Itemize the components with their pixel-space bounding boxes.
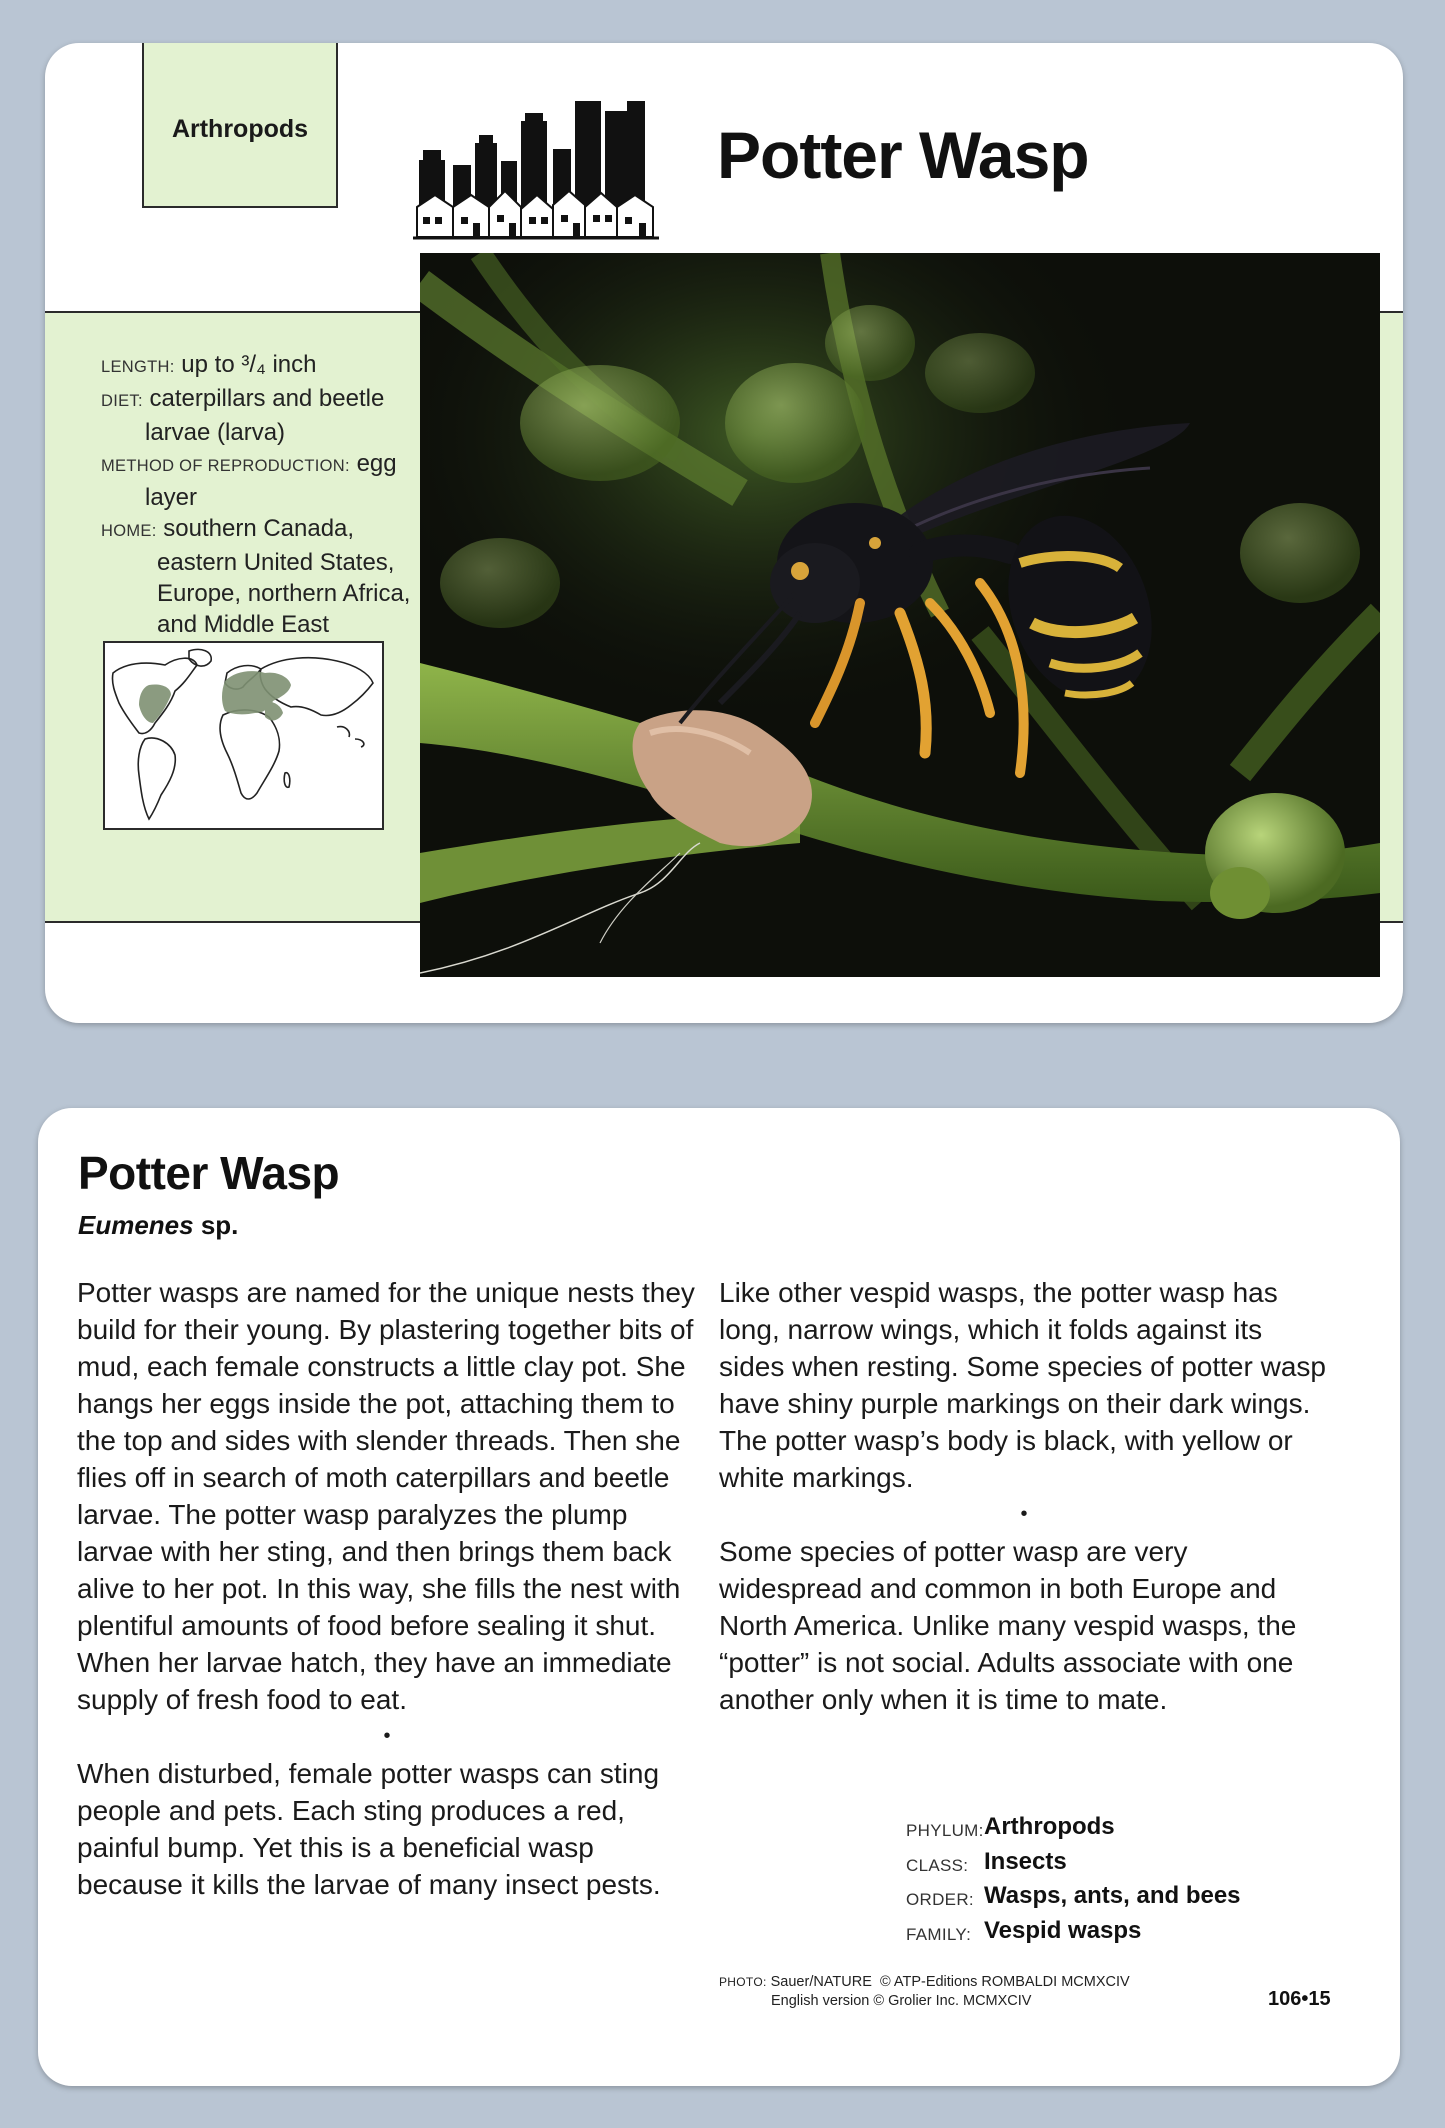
taxonomy-value: Vespid wasps	[984, 1916, 1142, 1944]
text-column-left	[77, 1274, 697, 1903]
photo-credits	[719, 1973, 1130, 2011]
paragraph: When disturbed, female potter wasps can sting people and pets. Each sting produces a red, painful bump. Yet this is a beneficial wasp because it kills the larvae of many insect pests.	[77, 1758, 661, 1900]
photo-label: PHOTO:	[719, 1975, 767, 1989]
taxonomy-row	[906, 1916, 1241, 1951]
separator-bullet: •	[1020, 1503, 1028, 1525]
photo-credit: Sauer/NATURE	[770, 1974, 872, 1990]
taxonomy-label: FAMILY:	[906, 1924, 972, 1944]
paragraph: Like other vespid wasps, the potter wasp has long, narrow wings, which it folds against its sides when resting. Some species of potter wasp have shiny purple markings on their dark wings. The potter wasp’s body is black, with yellow or white markings.	[719, 1277, 1326, 1493]
card-back	[38, 1108, 1400, 2086]
text-column-right	[719, 1274, 1329, 1718]
taxonomy-value: Arthropods	[984, 1813, 1115, 1840]
fact-diet	[101, 383, 426, 448]
fact-reproduction-value: egg layer	[145, 450, 397, 511]
fact-reproduction	[101, 448, 426, 513]
scientific-suffix: sp.	[193, 1210, 239, 1240]
taxonomy-label: PHYLUM:	[906, 1821, 984, 1840]
fact-home-label: HOME:	[101, 522, 157, 540]
card-front	[45, 43, 1403, 1023]
fact-diet-value: caterpillars and beetle larvae (larva)	[145, 385, 385, 446]
taxonomy-row	[906, 1847, 1241, 1882]
taxonomy-label: CLASS:	[906, 1855, 969, 1875]
wasp-photo	[420, 253, 1380, 977]
front-title: Potter Wasp	[717, 118, 1089, 192]
wasp-image	[420, 253, 1380, 977]
range-map	[103, 641, 384, 830]
category-label: Arthropods	[171, 115, 309, 143]
separator-bullet: •	[383, 1725, 391, 1747]
paragraph: Potter wasps are named for the unique nests they build for their young. By plastering together bits of mud, each female constructs a little clay pot. She hangs her eggs inside the pot, attaching them to the top and sides with slender threads. Then she flies off in search of moth caterpillars and beetle larvae. The potter wasp paralyzes the plump larvae with her sting, and then brings them back alive to her pot. In this way, she fills the nest with plentiful amounts of food before sealing it shut. When her larvae hatch, they have an immediate supply of fresh food to eat.	[77, 1277, 695, 1715]
scientific-name	[78, 1210, 238, 1241]
fact-length-value: up to ³/₄ inch	[181, 351, 317, 378]
taxonomy-row	[906, 1881, 1241, 1916]
taxonomy-value: Insects	[984, 1847, 1067, 1875]
back-title: Potter Wasp	[78, 1147, 340, 1199]
fact-length	[101, 349, 426, 383]
facts-panel	[101, 349, 426, 640]
fact-home-value: southern Canada, eastern United States, Europe, northern Africa, and Middle East	[157, 515, 411, 638]
fact-reproduction-label: METHOD OF REPRODUCTION:	[101, 457, 350, 475]
category-tab	[142, 43, 338, 208]
city-town-icon	[413, 95, 659, 241]
taxonomy-value: Wasps, ants, and bees	[984, 1882, 1241, 1909]
taxonomy-label: ORDER:	[906, 1890, 974, 1909]
fact-length-label: LENGTH:	[101, 358, 175, 376]
copyright-line-2: English version © Grolier Inc. MCMXCIV	[771, 1993, 1032, 2009]
card-number: 106•15	[1268, 1988, 1331, 2010]
taxonomy-table	[906, 1812, 1241, 1950]
copyright-line-1: © ATP-Editions ROMBALDI MCMXCIV	[879, 1974, 1130, 1990]
paragraph: Some species of potter wasp are very widespread and common in both Europe and North America. Unlike many vespid wasps, the “potter” is not social. Adults associate with one another only when it is time to mate.	[719, 1536, 1297, 1715]
world-map-icon	[105, 643, 382, 828]
fact-diet-label: DIET:	[101, 392, 143, 410]
taxonomy-row	[906, 1812, 1241, 1847]
scientific-genus: Eumenes	[78, 1210, 194, 1240]
fact-home	[101, 513, 426, 640]
